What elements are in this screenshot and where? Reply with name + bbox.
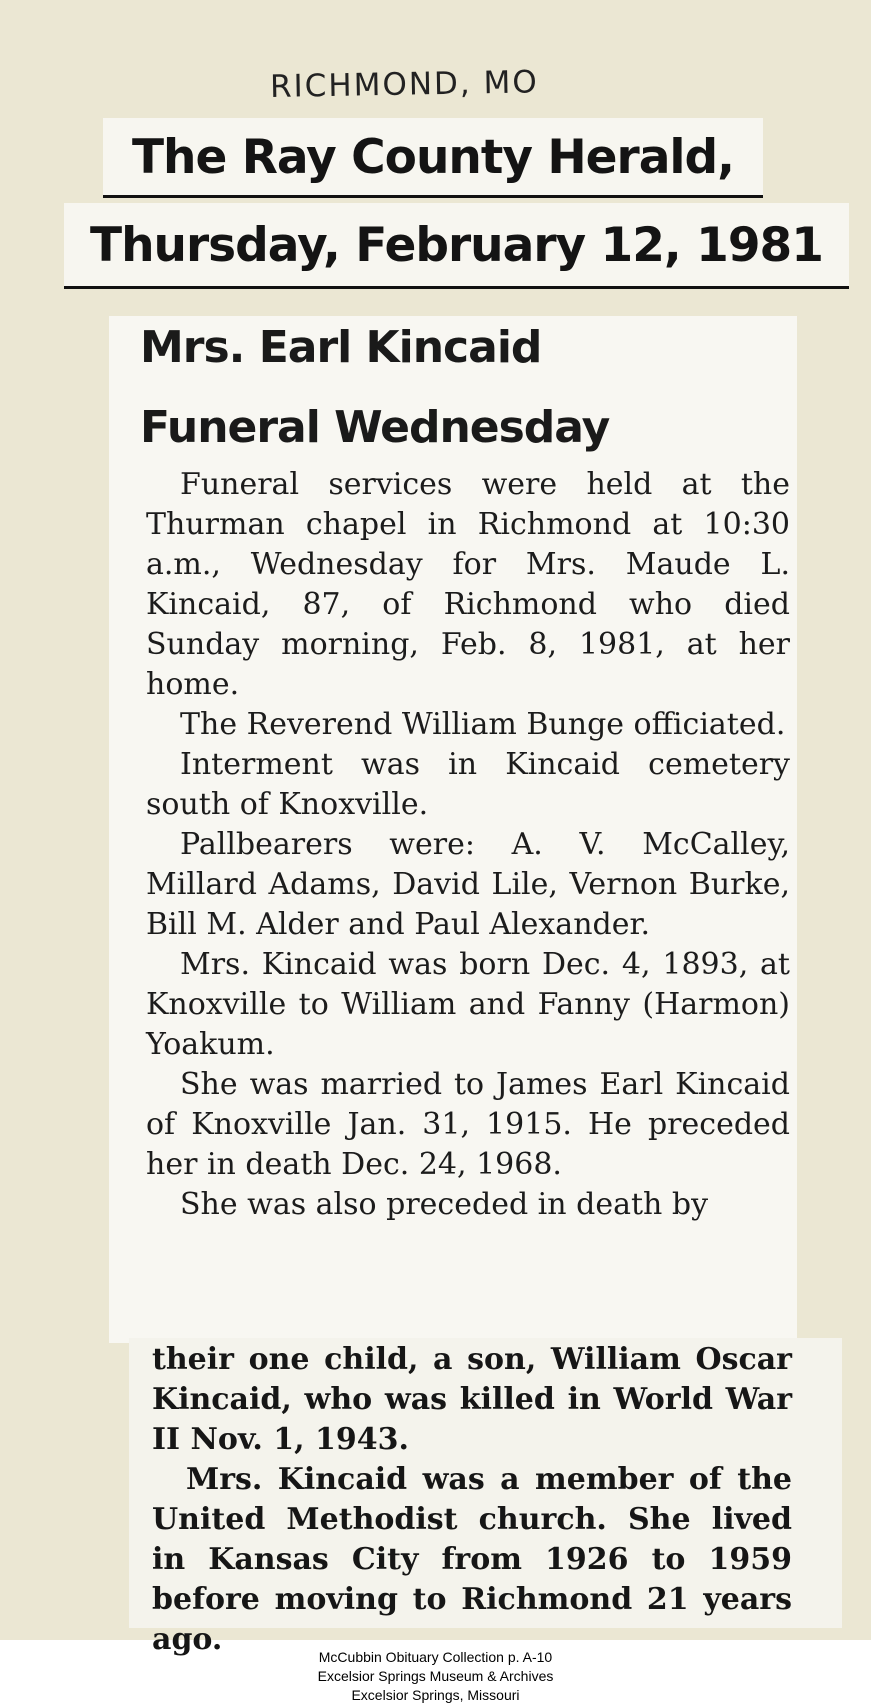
- caption-line-collection: McCubbin Obituary Collection p. A-10: [318, 1649, 553, 1665]
- paragraph: The Reverend William Bunge officiated.: [180, 707, 786, 742]
- paragraph: Mrs. Kincaid was born Dec. 4, 1893, at Knoxville to William and Fanny (Harmon) Yoakum.: [146, 947, 790, 1062]
- obituary-body-continued: [152, 1340, 792, 1660]
- paragraph: Mrs. Kincaid was a member of the United Methodist church. She lived in Kansas City from 1926 to 1959 before moving to Richmond 21 years ago.: [152, 1462, 792, 1657]
- caption-line-museum: Excelsior Springs Museum & Archives: [317, 1668, 554, 1684]
- caption-line-location: Excelsior Springs, Missouri: [351, 1687, 520, 1703]
- handwritten-location-note: RICHMOND, MO: [269, 64, 540, 105]
- paragraph: She was also preceded in death by: [180, 1187, 709, 1222]
- newspaper-masthead: The Ray County Herald,: [103, 118, 763, 198]
- archive-caption: [0, 1648, 871, 1705]
- paragraph: She was married to James Earl Kincaid of Knoxville Jan. 31, 1915. He preceded her in death Dec. 24, 1968.: [146, 1067, 790, 1182]
- headline-line-2: Funeral Wednesday: [140, 402, 610, 453]
- newspaper-date: Thursday, February 12, 1981: [64, 203, 849, 289]
- paragraph: Funeral services were held at the Thurman chapel in Richmond at 10:30 a.m., Wednesday for Mrs. Maude L. Kincaid, 87, of Richmond who died Sunday morning, Feb. 8, 1981, at her home.: [146, 467, 790, 702]
- paragraph: Pallbearers were: A. V. McCalley, Millard Adams, David Lile, Vernon Burke, Bill M. Alder and Paul Alexander.: [146, 827, 790, 942]
- obituary-body: [146, 465, 790, 1225]
- paragraph: Interment was in Kincaid cemetery south of Knoxville.: [146, 747, 790, 822]
- headline-line-1: Mrs. Earl Kincaid: [140, 322, 542, 373]
- paragraph: their one child, a son, William Oscar Kincaid, who was killed in World War II Nov. 1, 1943.: [152, 1342, 792, 1457]
